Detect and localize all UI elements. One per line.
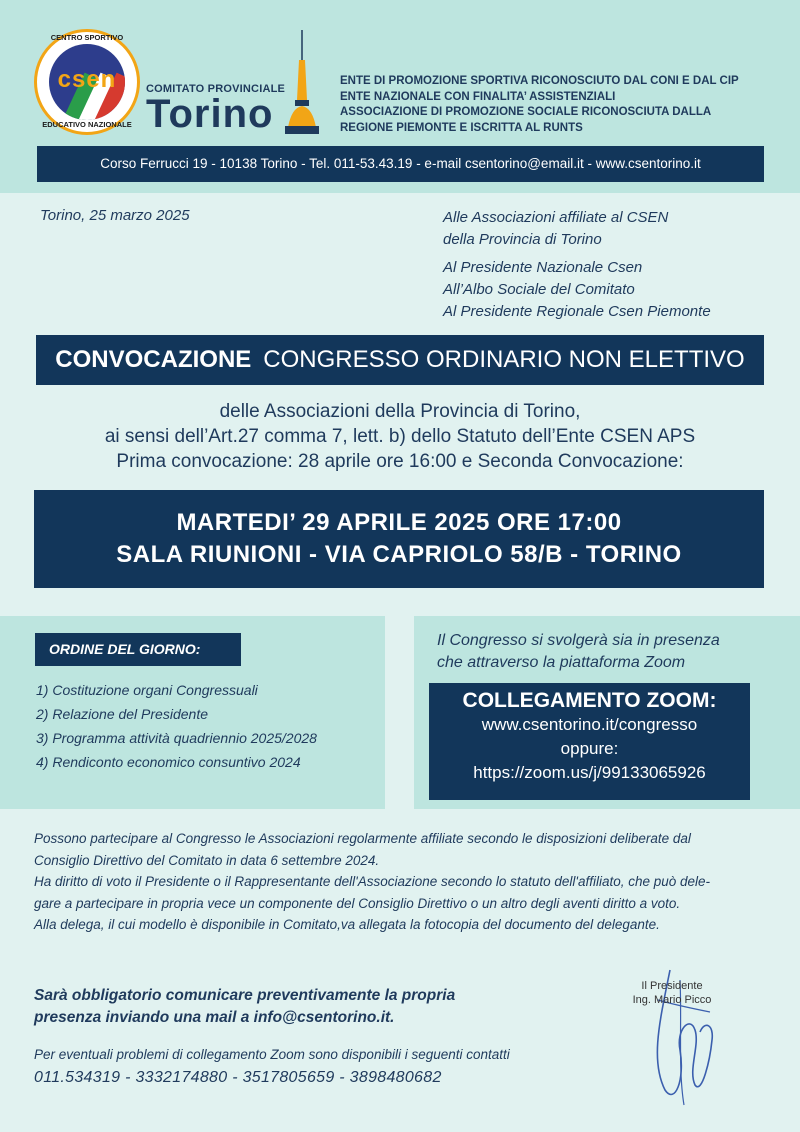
ente-description xyxy=(340,74,739,136)
rules-line: Possono partecipare al Congresso le Associazioni regolarmente affiliate secondo le disposizioni deliberate dal xyxy=(34,831,691,846)
ente-line: ENTE NAZIONALE CON FINALITA’ ASSISTENZIALI xyxy=(340,90,616,103)
convocation-title xyxy=(36,335,764,385)
agenda-heading: ORDINE DEL GIORNO: xyxy=(35,633,241,666)
rules-line: Consiglio Direttivo del Comitato in data 6 settembre 2024. xyxy=(34,852,380,868)
event-date: MARTEDI’ 29 APRILE 2025 ORE 17:00 xyxy=(176,509,622,536)
agenda-item: 2) Relazione del Presidente xyxy=(36,706,208,722)
contacts-numbers: 011.534319 - 3332174880 - 3517805659 - 3898480682 xyxy=(34,1069,442,1086)
president-signature-block xyxy=(612,979,732,1007)
recipient-line: della Provincia di Torino xyxy=(443,231,602,248)
contacts-label: Per eventuali problemi di collegamento Zoom sono disponibili i seguenti contatti xyxy=(34,1047,510,1062)
zoom-panel xyxy=(414,616,800,809)
agenda-item: 4) Rendiconto economico consuntivo 2024 xyxy=(36,754,301,770)
rules-line: gare a partecipare in propria vece un componente del Consiglio Direttivo o un altro degli aventi diritto a voto. xyxy=(34,895,681,911)
mole-antonelliana-icon xyxy=(282,30,322,134)
zoom-intro-line: che attraverso la piattaforma Zoom xyxy=(437,654,686,671)
recipient-line: Al Presidente Regionale Csen Piemonte xyxy=(443,303,711,320)
title-rest: CONGRESSO ORDINARIO NON ELETTIVO xyxy=(263,346,745,373)
rules-line: Alla delega, il cui modello è disponibile in Comitato,va allegata la fotocopia del documento del delegante. xyxy=(34,917,660,932)
csen-logo xyxy=(34,29,140,135)
logo-word: csen xyxy=(57,66,117,93)
intro-line: ai sensi dell’Art.27 comma 7, lett. b) dello Statuto dell’Ente CSEN APS xyxy=(104,426,696,447)
ente-line: ASSOCIAZIONE DI PROMOZIONE SOCIALE RICONOSCIUTA DALLA xyxy=(340,106,712,118)
recipient-line: All’Albo Sociale del Comitato xyxy=(443,281,635,298)
logo-ring-top: CENTRO SPORTIVO xyxy=(50,33,124,42)
convocation-intro xyxy=(0,399,800,474)
logo-emblem xyxy=(49,44,125,120)
intro-line: Prima convocazione: 28 aprile ore 16:00 e Seconda Convocazione: xyxy=(116,451,684,472)
recipient-line: Alle Associazioni affiliate al CSEN xyxy=(443,209,669,226)
agenda-list xyxy=(36,678,317,774)
city-title: Torino xyxy=(146,92,274,136)
zoom-title: COLLEGAMENTO ZOOM: xyxy=(462,689,717,712)
letterhead xyxy=(0,0,800,193)
intro-line: delle Associazioni della Provincia di Torino, xyxy=(219,401,581,422)
title-bold: CONVOCAZIONE xyxy=(55,346,252,373)
zoom-intro-line: Il Congresso si svolgerà sia in presenza xyxy=(437,632,720,649)
address-bar: Corso Ferrucci 19 - 10138 Torino - Tel. 011-53.43.19 - e-mail csentorino@email.it - www.csentorino.it xyxy=(37,146,764,182)
event-location: SALA RIUNIONI - VIA CAPRIOLO 58/B - TORINO xyxy=(116,541,682,568)
zoom-intro xyxy=(437,630,720,674)
agenda-item: 3) Programma attività quadriennio 2025/2028 xyxy=(36,730,317,746)
agenda-item: 1) Costituzione organi Congressuali xyxy=(36,682,258,698)
zoom-link-box xyxy=(429,683,750,800)
ente-line: REGIONE PIEMONTE E ISCRITTA AL RUNTS xyxy=(340,121,583,134)
president-role: Il Presidente xyxy=(641,980,703,992)
mandatory-line: Sarà obbligatorio comunicare preventivamente la propria xyxy=(34,987,456,1004)
zoom-url-site[interactable]: www.csentorino.it/congresso xyxy=(481,715,698,734)
president-name: Ing. Mario Picco xyxy=(632,994,712,1006)
logo-ring-bottom: EDUCATIVO NAZIONALE xyxy=(42,120,132,129)
recipients xyxy=(443,207,711,323)
event-details xyxy=(34,490,764,588)
rules-line: Ha diritto di voto il Presidente o il Rappresentante dell'Associazione secondo lo statuto dell'affiliato, che può dele- xyxy=(34,874,711,889)
ente-line: ENTE DI PROMOZIONE SPORTIVA RICONOSCIUTO DAL CONI E DAL CIP xyxy=(340,75,739,87)
mandatory-notice xyxy=(34,985,455,1029)
participation-rules xyxy=(34,828,774,936)
zoom-oppure: oppure: xyxy=(560,739,619,758)
comitato-label: COMITATO PROVINCIALE xyxy=(146,83,286,95)
letter-date: Torino, 25 marzo 2025 xyxy=(40,207,190,224)
agenda-panel xyxy=(0,616,385,809)
zoom-url-meeting[interactable]: https://zoom.us/j/99133065926 xyxy=(473,763,706,782)
recipient-line: Al Presidente Nazionale Csen xyxy=(443,259,643,276)
mandatory-line: presenza inviando una mail a info@csentorino.it. xyxy=(34,1009,395,1026)
